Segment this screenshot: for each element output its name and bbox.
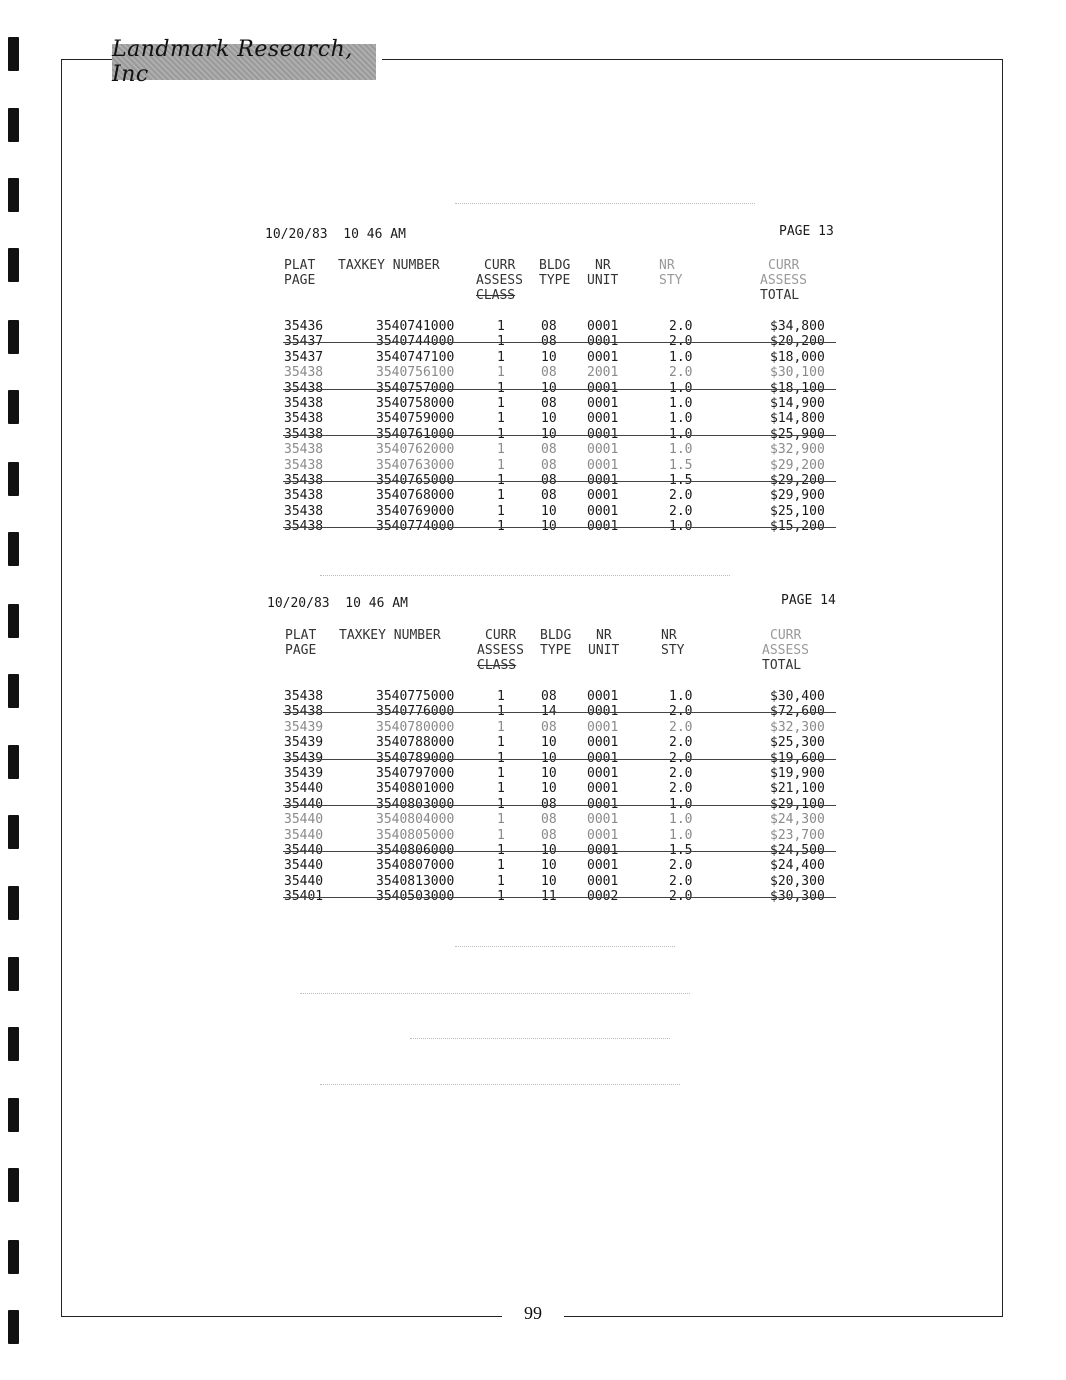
assess-class-cell: 1 [497,781,505,797]
taxkey-cell: 3540761000 [376,426,455,442]
col-header-bldg-line2: TYPE [540,643,572,658]
bldg-type-cell: 10 [541,843,557,858]
col-header-bldg [540,628,571,658]
taxkey-cell: 3540776000 [376,704,455,720]
nr-unit-cell: 0001 [587,396,619,411]
col-header-unit [587,258,618,288]
assess-class-cell: 1 [497,689,505,704]
assess-total-cell: $32,300 [770,719,825,735]
col-header-total-line3: TOTAL [760,288,800,303]
col-header-taxkey: TAXKEY NUMBER [339,628,441,643]
taxkey-cell: 3540803000 [376,796,455,812]
nr-sty-cell: 1.0 [669,426,693,442]
bldg-type-cell: 10 [541,858,557,874]
col-header-class-line1: CURR [485,628,517,643]
col-header-plat-line2: PAGE [284,273,316,288]
binding-hole-mark [8,1168,19,1202]
plat-page-cell: 35440 [284,781,324,797]
bldg-type-cell: 08 [541,812,557,828]
nr-unit-cell: 0001 [587,473,619,488]
nr-unit-cell: 2001 [587,365,619,381]
bldg-type-cell: 08 [541,827,557,843]
col-header-bldg-line1: BLDG [539,258,571,273]
table-row [0,704,1066,719]
nr-unit-cell: 0001 [587,735,619,751]
nr-unit-cell: 0001 [587,488,619,504]
bldg-type-cell: 08 [541,796,557,812]
plat-page-cell: 35440 [284,858,324,874]
scan-artifact-line [320,575,730,576]
col-header-plat-line1: PLAT [285,628,317,643]
assess-total-cell: $18,100 [770,380,825,396]
assess-class-cell: 1 [497,365,505,381]
bldg-type-cell: 10 [541,411,557,427]
table-row [0,735,1066,750]
report-page-label: PAGE 14 [781,593,836,608]
col-header-taxkey: TAXKEY NUMBER [338,258,440,273]
bldg-type-cell: 10 [541,781,557,797]
scan-artifact-line [455,203,755,204]
taxkey-cell: 3540762000 [376,442,455,458]
taxkey-cell: 3540797000 [376,766,455,781]
bldg-type-cell: 10 [541,750,557,766]
bldg-type-cell: 08 [541,719,557,735]
table-row [0,442,1066,457]
bldg-type-cell: 08 [541,689,557,704]
col-header-plat [284,258,315,288]
plat-page-cell: 35436 [284,319,324,334]
col-header-class-line2: ASSESS [476,273,523,288]
assess-total-cell: $25,900 [770,426,825,442]
assess-total-cell: $30,400 [770,689,825,704]
table-row [0,797,1066,812]
plat-page-cell: 35438 [284,689,324,704]
nr-unit-cell: 0001 [587,349,619,365]
nr-unit-cell: 0002 [587,889,619,905]
assess-total-cell: $20,300 [770,873,825,889]
bldg-type-cell: 10 [541,349,557,365]
assess-total-cell: $24,500 [770,843,825,858]
col-header-total [762,628,809,673]
bldg-type-cell: 08 [541,473,557,488]
assess-class-cell: 1 [497,396,505,411]
report-time: 10 46 AM [343,227,406,242]
plat-page-cell: 35439 [284,766,324,781]
taxkey-cell: 3540763000 [376,457,455,473]
table-row [0,381,1066,396]
table-row [0,519,1066,534]
nr-unit-cell: 0001 [587,689,619,704]
taxkey-cell: 3540789000 [376,750,455,766]
table-row [0,396,1066,411]
binding-hole-mark [8,1098,19,1132]
col-header-bldg [539,258,570,288]
col-header-sty [661,628,684,658]
assess-total-cell: $14,900 [770,396,825,411]
table-row [0,473,1066,488]
page-frame [61,59,1003,1317]
bldg-type-cell: 08 [541,442,557,458]
table-row [0,766,1066,781]
nr-sty-cell: 2.0 [669,365,693,381]
binding-hole-mark [8,108,19,142]
table-row [0,334,1066,349]
page-number [0,1303,1066,1324]
scan-artifact-line [320,1084,680,1085]
nr-sty-cell: 1.0 [669,827,693,843]
bldg-type-cell: 10 [541,735,557,751]
plat-page-cell: 35438 [284,519,324,535]
nr-sty-cell: 2.0 [669,319,693,334]
plat-page-cell: 35438 [284,704,324,720]
nr-unit-cell: 0001 [587,858,619,874]
nr-unit-cell: 0001 [587,843,619,858]
nr-sty-cell: 1.5 [669,457,693,473]
nr-unit-cell: 0001 [587,319,619,334]
assess-class-cell: 1 [497,503,505,519]
col-header-total-line2: ASSESS [760,273,807,288]
taxkey-cell: 3540759000 [376,411,455,427]
bldg-type-cell: 08 [541,488,557,504]
assess-total-cell: $30,300 [770,889,825,905]
nr-sty-cell: 1.0 [669,380,693,396]
bldg-type-cell: 10 [541,426,557,442]
plat-page-cell: 35440 [284,873,324,889]
plat-page-cell: 35439 [284,735,324,751]
taxkey-cell: 3540747100 [376,349,455,365]
col-header-plat-line1: PLAT [284,258,316,273]
assess-total-cell: $24,300 [770,812,825,828]
assess-class-cell: 1 [497,796,505,812]
assess-total-cell: $18,000 [770,349,825,365]
assess-total-cell: $72,600 [770,704,825,720]
assess-total-cell: $29,900 [770,488,825,504]
nr-unit-cell: 0001 [587,457,619,473]
table-row [0,751,1066,766]
table-row [0,488,1066,503]
nr-unit-cell: 0001 [587,750,619,766]
assess-total-cell: $34,800 [770,319,825,334]
col-header-unit-line2: UNIT [587,273,619,288]
nr-sty-cell: 2.0 [669,735,693,751]
report-datetime [265,227,406,242]
nr-unit-cell: 0001 [587,411,619,427]
taxkey-cell: 3540765000 [376,473,455,488]
report-date: 10/20/83 [267,596,330,611]
frame-top-right-rule [382,59,1002,60]
plat-page-cell: 35440 [284,796,324,812]
assess-total-cell: $29,200 [770,457,825,473]
taxkey-cell: 3540769000 [376,503,455,519]
bldg-type-cell: 08 [541,319,557,334]
col-header-total [760,258,807,303]
assess-class-cell: 1 [497,380,505,396]
nr-sty-cell: 2.0 [669,858,693,874]
assess-class-cell: 1 [497,750,505,766]
assess-class-cell: 1 [497,827,505,843]
taxkey-cell: 3540741000 [376,319,455,334]
assess-total-cell: $29,100 [770,796,825,812]
assess-total-cell: $14,800 [770,411,825,427]
plat-page-cell: 35438 [284,488,324,504]
col-header-class-line3: CLASS [476,288,516,303]
taxkey-cell: 3540503000 [376,889,455,905]
binding-hole-mark [8,532,19,566]
nr-unit-cell: 0001 [587,812,619,828]
table-row [0,319,1066,334]
nr-sty-cell: 2.0 [669,781,693,797]
bldg-type-cell: 11 [541,889,557,905]
scan-artifact-line [300,993,690,994]
taxkey-cell: 3540758000 [376,396,455,411]
taxkey-cell: 3540807000 [376,858,455,874]
plat-page-cell: 35438 [284,365,324,381]
nr-sty-cell: 1.0 [669,796,693,812]
assess-class-cell: 1 [497,488,505,504]
binding-hole-mark [8,248,19,282]
nr-sty-cell: 2.0 [669,719,693,735]
col-header-total-line2: ASSESS [762,643,809,658]
logo-text: Landmark Research, Inc [112,37,353,87]
taxkey-cell: 3540768000 [376,488,455,504]
bldg-type-cell: 10 [541,766,557,781]
assess-total-cell: $15,200 [770,519,825,535]
bldg-type-cell: 14 [541,704,557,720]
table-row [0,689,1066,704]
bldg-type-cell: 10 [541,873,557,889]
plat-page-cell: 35439 [284,750,324,766]
taxkey-cell: 3540756100 [376,365,455,381]
nr-sty-cell: 1.0 [669,689,693,704]
report-date: 10/20/83 [265,227,328,242]
nr-sty-cell: 2.0 [669,488,693,504]
plat-page-cell: 35437 [284,349,324,365]
taxkey-cell: 3540775000 [376,689,455,704]
table-row [0,858,1066,873]
binding-hole-mark [8,1240,19,1274]
assess-class-cell: 1 [497,319,505,334]
table-row [0,411,1066,426]
col-header-unit-line2: UNIT [588,643,620,658]
assess-class-cell: 1 [497,349,505,365]
col-header-sty [659,258,682,288]
scan-artifact-line [410,1038,670,1039]
col-header-plat-line2: PAGE [285,643,317,658]
assess-total-cell: $25,100 [770,503,825,519]
nr-sty-cell: 2.0 [669,503,693,519]
col-header-class-line1: CURR [484,258,516,273]
nr-unit-cell: 0001 [587,873,619,889]
col-header-unit [588,628,619,658]
plat-page-cell: 35438 [284,442,324,458]
col-header-total-line1: CURR [768,258,800,273]
nr-sty-cell: 2.0 [669,766,693,781]
bldg-type-cell: 08 [541,457,557,473]
nr-sty-cell: 1.0 [669,349,693,365]
assess-total-cell: $20,200 [770,334,825,350]
assess-total-cell: $23,700 [770,827,825,843]
taxkey-cell: 3540788000 [376,735,455,751]
plat-page-cell: 35438 [284,380,324,396]
bldg-type-cell: 10 [541,519,557,535]
taxkey-cell: 3540801000 [376,781,455,797]
col-header-unit-line1: NR [596,628,612,643]
binding-hole-mark [8,604,19,638]
assess-class-cell: 1 [497,843,505,858]
assess-class-cell: 1 [497,858,505,874]
plat-page-cell: 35438 [284,457,324,473]
plat-page-cell: 35440 [284,812,324,828]
nr-sty-cell: 2.0 [669,334,693,350]
plat-page-cell: 35440 [284,827,324,843]
col-header-class [476,258,523,303]
nr-unit-cell: 0001 [587,426,619,442]
assess-total-cell: $24,400 [770,858,825,874]
nr-unit-cell: 0001 [587,827,619,843]
bldg-type-cell: 08 [541,334,557,350]
table-row [0,889,1066,904]
plat-page-cell: 35438 [284,396,324,411]
col-header-sty-line2: STY [661,643,685,658]
nr-unit-cell: 0001 [587,704,619,720]
col-header-bldg-line1: BLDG [540,628,572,643]
plat-page-cell: 35439 [284,719,324,735]
col-header-sty-line2: STY [659,273,683,288]
binding-hole-mark [8,37,19,71]
binding-hole-mark [8,1027,19,1061]
nr-sty-cell: 2.0 [669,873,693,889]
table-row [0,350,1066,365]
nr-unit-cell: 0001 [587,781,619,797]
company-logo [112,37,376,87]
assess-class-cell: 1 [497,426,505,442]
col-header-bldg-line2: TYPE [539,273,571,288]
assess-total-cell: $19,600 [770,750,825,766]
taxkey-cell: 3540757000 [376,380,455,396]
table-row [0,874,1066,889]
nr-sty-cell: 1.0 [669,442,693,458]
assess-class-cell: 1 [497,704,505,720]
col-header-sty-line1: NR [659,258,675,273]
plat-page-cell: 35438 [284,473,324,488]
taxkey-cell: 3540780000 [376,719,455,735]
bldg-type-cell: 08 [541,396,557,411]
assess-total-cell: $29,200 [770,473,825,488]
col-header-class-line3: CLASS [477,658,517,673]
table-row [0,812,1066,827]
col-header-total-line1: CURR [770,628,802,643]
taxkey-cell: 3540805000 [376,827,455,843]
assess-class-cell: 1 [497,473,505,488]
taxkey-cell: 3540774000 [376,519,455,535]
plat-page-cell: 35437 [284,334,324,350]
bldg-type-cell: 10 [541,503,557,519]
taxkey-cell: 3540804000 [376,812,455,828]
col-header-sty-line1: NR [661,628,677,643]
nr-unit-cell: 0001 [587,442,619,458]
table-row [0,843,1066,858]
assess-class-cell: 1 [497,766,505,781]
assess-class-cell: 1 [497,334,505,350]
table-row [0,427,1066,442]
col-header-class [477,628,524,673]
binding-hole-mark [8,957,19,991]
table-row [0,828,1066,843]
assess-class-cell: 1 [497,735,505,751]
assess-class-cell: 1 [497,519,505,535]
col-header-total-line3: TOTAL [762,658,802,673]
report-page-label: PAGE 13 [779,224,834,239]
plat-page-cell: 35440 [284,843,324,858]
scan-artifact-line [455,946,675,947]
nr-sty-cell: 1.0 [669,519,693,535]
plat-page-cell: 35438 [284,503,324,519]
page-number-text: 99 [502,1303,564,1323]
nr-sty-cell: 2.0 [669,889,693,905]
taxkey-cell: 3540806000 [376,843,455,858]
nr-sty-cell: 1.0 [669,396,693,411]
report-time: 10 46 AM [345,596,408,611]
col-header-unit-line1: NR [595,258,611,273]
binding-hole-mark [8,178,19,212]
assess-total-cell: $21,100 [770,781,825,797]
assess-total-cell: $25,300 [770,735,825,751]
table-row [0,458,1066,473]
nr-unit-cell: 0001 [587,766,619,781]
plat-page-cell: 35438 [284,426,324,442]
nr-unit-cell: 0001 [587,719,619,735]
plat-page-cell: 35401 [284,889,324,905]
table-row [0,781,1066,796]
table-row [0,504,1066,519]
nr-unit-cell: 0001 [587,796,619,812]
plat-page-cell: 35438 [284,411,324,427]
assess-class-cell: 1 [497,442,505,458]
assess-class-cell: 1 [497,719,505,735]
bldg-type-cell: 08 [541,365,557,381]
assess-total-cell: $30,100 [770,365,825,381]
bldg-type-cell: 10 [541,380,557,396]
assess-total-cell: $32,900 [770,442,825,458]
nr-sty-cell: 1.0 [669,812,693,828]
assess-class-cell: 1 [497,457,505,473]
taxkey-cell: 3540813000 [376,873,455,889]
nr-unit-cell: 0001 [587,519,619,535]
nr-unit-cell: 0001 [587,380,619,396]
nr-unit-cell: 0001 [587,503,619,519]
assess-class-cell: 1 [497,411,505,427]
col-header-class-line2: ASSESS [477,643,524,658]
taxkey-cell: 3540744000 [376,334,455,350]
assess-class-cell: 1 [497,889,505,905]
nr-unit-cell: 0001 [587,334,619,350]
table-row [0,365,1066,380]
nr-sty-cell: 1.0 [669,411,693,427]
frame-top-left-rule [61,59,113,60]
nr-sty-cell: 1.5 [669,843,693,858]
assess-total-cell: $19,900 [770,766,825,781]
assess-class-cell: 1 [497,812,505,828]
nr-sty-cell: 2.0 [669,704,693,720]
nr-sty-cell: 2.0 [669,750,693,766]
assess-class-cell: 1 [497,873,505,889]
col-header-plat [285,628,316,658]
nr-sty-cell: 1.5 [669,473,693,488]
report-datetime [267,596,408,611]
table-row [0,720,1066,735]
